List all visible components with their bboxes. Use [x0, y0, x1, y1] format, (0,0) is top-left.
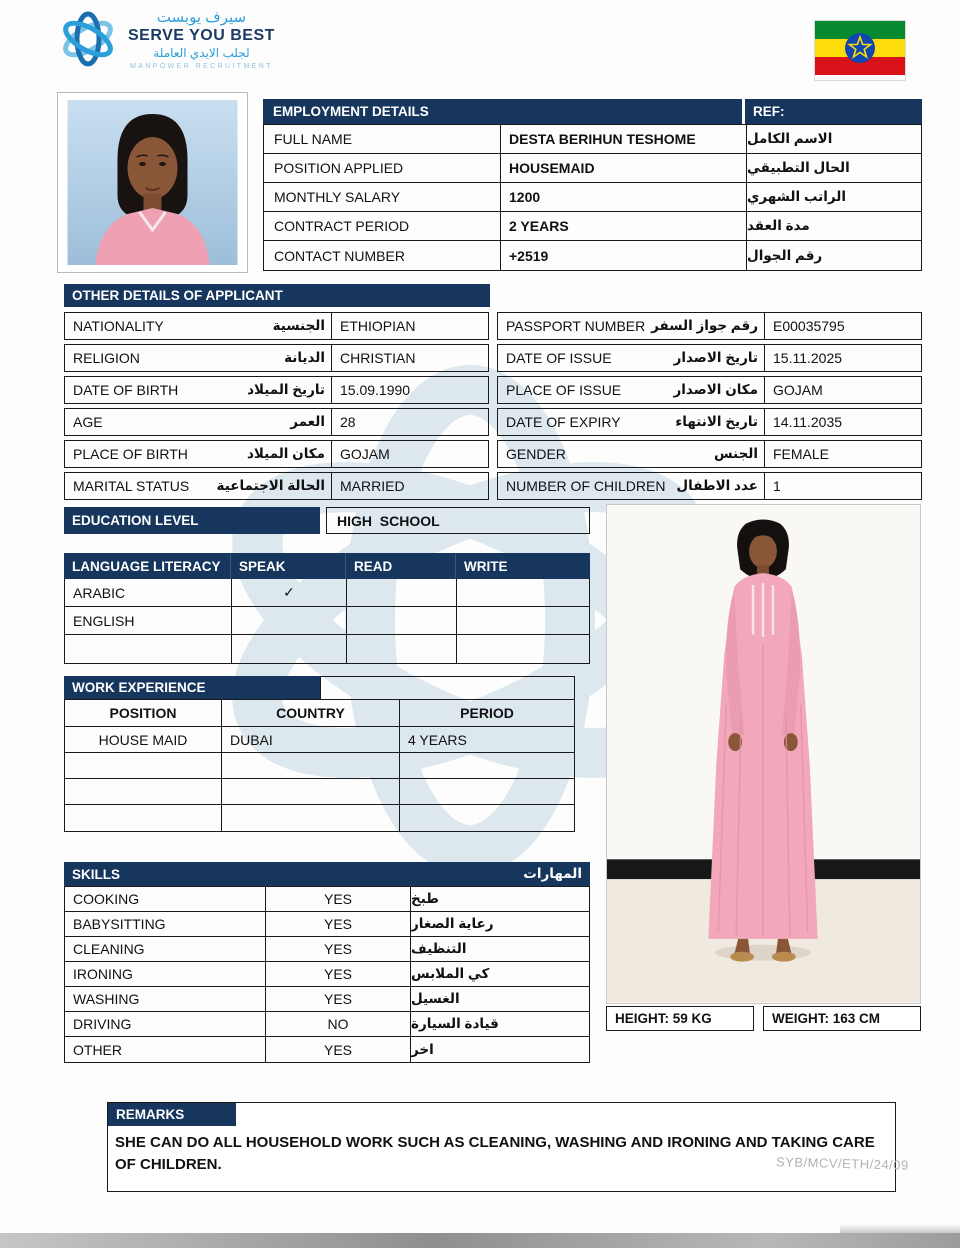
field-label-arabic: مكان الميلاد	[247, 446, 325, 461]
skills-table-header	[64, 862, 590, 886]
body-stats-row	[606, 1006, 921, 1031]
detail-row-number-of-children	[497, 472, 922, 500]
skills-table	[64, 862, 590, 1063]
field-value: 28	[332, 408, 489, 436]
work-row-empty	[65, 753, 574, 779]
skill-row-ironing	[65, 962, 589, 987]
skill-row-babysitting	[65, 912, 589, 937]
period-cell	[400, 753, 574, 778]
remarks-text: SHE CAN DO ALL HOUSEHOLD WORK SUCH AS CLEANING, WASHING AND IRONING AND TAKING CARE OF CHILDREN.	[115, 1134, 875, 1173]
ethiopia-flag-icon	[814, 20, 906, 81]
skill-label: OTHER	[65, 1037, 266, 1062]
column-header-speak: SPEAK	[231, 553, 346, 579]
field-label-arabic: رقم جواز السفر	[651, 318, 758, 333]
brand-tagline: MANPOWER RECRUITMENT	[130, 63, 273, 70]
work-title-extension	[320, 676, 575, 699]
weight-value: WEIGHT: 163 CM	[763, 1006, 921, 1031]
field-label: PLACE OF BIRTH	[73, 446, 188, 462]
column-header-write: WRITE	[464, 558, 508, 574]
detail-row-age	[64, 408, 489, 436]
brand-arabic-tagline: لجلب الايدي العاملة	[153, 46, 250, 60]
field-label-arabic: العمر	[290, 414, 325, 429]
skill-label-arabic: اخر	[411, 1041, 434, 1057]
field-label-arabic: تاريخ الانتهاء	[675, 414, 758, 429]
language-name: ARABIC	[65, 579, 232, 606]
field-value: CHRISTIAN	[332, 344, 489, 372]
other-details-left-column	[64, 312, 489, 504]
position-cell	[65, 753, 222, 778]
language-name: ENGLISH	[65, 607, 232, 634]
write-cell	[457, 579, 589, 606]
column-header-language: LANGUAGE LITERACY	[64, 553, 231, 579]
skills-title-arabic: المهارات	[523, 866, 582, 881]
detail-row-nationality	[64, 312, 489, 340]
skill-value: YES	[266, 937, 411, 961]
field-value: FEMALE	[765, 440, 922, 468]
field-label: NUMBER OF CHILDREN	[506, 478, 666, 494]
detail-row-date-of-issue	[497, 344, 922, 372]
speak-checkmark: ✓	[232, 579, 347, 606]
field-value: 15.09.1990	[332, 376, 489, 404]
field-label-arabic: رقم الجوال	[747, 247, 823, 263]
detail-row-date-of-expiry	[497, 408, 922, 436]
skill-label-arabic: قيادة السيارة	[411, 1016, 499, 1031]
company-logo	[58, 8, 275, 70]
height-value: HEIGHT: 59 KG	[606, 1006, 754, 1031]
field-label: DATE OF ISSUE	[506, 350, 612, 366]
column-header-period: PERIOD	[460, 705, 514, 721]
skill-value: YES	[266, 962, 411, 986]
field-value: GOJAM	[765, 376, 922, 404]
skill-value: YES	[266, 912, 411, 936]
skill-label: BABYSITTING	[65, 912, 266, 936]
write-cell	[457, 635, 589, 663]
skill-label: WASHING	[65, 987, 266, 1011]
detail-row-place-of-issue	[497, 376, 922, 404]
employment-row-full-name	[264, 125, 921, 154]
work-experience-title: WORK EXPERIENCE	[64, 676, 320, 699]
skill-label: CLEANING	[65, 937, 266, 961]
field-label-arabic: الحالة الاجتماعية	[216, 478, 325, 493]
field-value: ETHIOPIAN	[332, 312, 489, 340]
skill-row-driving	[65, 1012, 589, 1037]
education-level-row	[64, 507, 590, 534]
language-name	[65, 635, 232, 663]
period-cell: 4 YEARS	[408, 731, 467, 748]
detail-row-passport-number	[497, 312, 922, 340]
write-cell	[457, 607, 589, 634]
employment-details-title: EMPLOYMENT DETAILS	[263, 99, 742, 124]
work-table-header	[65, 700, 574, 727]
period-cell	[400, 779, 574, 804]
document-code: SYB/MCV/ETH/24/09	[775, 1154, 909, 1173]
country-cell: DUBAI	[222, 727, 400, 752]
language-row-english	[65, 607, 589, 635]
skill-label: DRIVING	[65, 1012, 266, 1036]
field-label-arabic: تاريخ الميلاد	[247, 382, 325, 397]
full-body-photo	[607, 505, 920, 1003]
field-value: GOJAM	[332, 440, 489, 468]
field-label-arabic: عدد الاطفال	[676, 478, 758, 493]
field-label-arabic: الحال التطبيقي	[747, 160, 850, 175]
field-value: +2519	[501, 241, 747, 270]
skill-label-arabic: رعاية الصغار	[411, 916, 494, 931]
field-value: 1	[765, 472, 922, 500]
education-level-value: HIGH SCHOOL	[326, 507, 590, 534]
read-cell	[347, 635, 457, 663]
field-value: HOUSEMAID	[501, 154, 747, 182]
work-row-empty	[65, 805, 574, 831]
field-label-arabic: مكان الاصدار	[673, 382, 758, 397]
employment-row-position	[264, 154, 921, 183]
field-label-arabic: مدة العقد	[747, 218, 810, 233]
other-details-right-column	[497, 312, 922, 504]
work-row-empty	[65, 779, 574, 805]
skill-label-arabic: طبخ	[411, 891, 439, 906]
remarks-title: REMARKS	[108, 1103, 236, 1126]
work-experience-table	[64, 676, 575, 832]
field-label: NATIONALITY	[73, 318, 164, 334]
field-label-arabic: الجنسية	[272, 318, 325, 333]
language-row-empty	[65, 635, 589, 663]
skill-value: YES	[266, 887, 411, 911]
field-label: GENDER	[506, 446, 566, 462]
detail-row-religion	[64, 344, 489, 372]
skill-label-arabic: الغسيل	[411, 991, 460, 1006]
detail-row-gender	[497, 440, 922, 468]
employment-row-salary	[264, 183, 921, 212]
speak-cell	[232, 635, 347, 663]
field-label: DATE OF EXPIRY	[506, 414, 621, 430]
field-value: E00035795	[765, 312, 922, 340]
employment-row-contact	[264, 241, 921, 270]
skill-value: YES	[266, 987, 411, 1011]
skill-row-cooking	[65, 887, 589, 912]
position-cell	[65, 779, 222, 804]
field-label-arabic: الديانة	[284, 350, 325, 365]
read-cell	[347, 607, 457, 634]
skills-title: SKILLS	[72, 866, 121, 882]
field-label: CONTRACT PERIOD	[264, 212, 501, 240]
detail-row-place-of-birth	[64, 440, 489, 468]
language-table-header	[64, 553, 590, 579]
detail-row-marital-status	[64, 472, 489, 500]
employment-row-contract	[264, 212, 921, 241]
language-row-arabic	[65, 579, 589, 607]
field-value: 15.11.2025	[765, 344, 922, 372]
country-cell	[222, 779, 400, 804]
skill-value: YES	[266, 1037, 411, 1062]
applicant-id-photo	[57, 92, 248, 273]
skill-label-arabic: كي الملابس	[411, 966, 490, 981]
field-label-arabic: تاريخ الاصدار	[673, 350, 758, 365]
field-label: POSITION APPLIED	[264, 154, 501, 182]
field-label-arabic: الاسم الكامل	[747, 131, 833, 146]
field-label: FULL NAME	[264, 125, 501, 153]
country-cell	[222, 753, 400, 778]
scan-edge	[0, 1233, 960, 1248]
field-value: MARRIED	[332, 472, 489, 500]
field-label-arabic: الجنس	[713, 446, 758, 461]
column-header-country: COUNTRY	[222, 700, 400, 726]
period-cell	[400, 805, 574, 831]
column-header-position: POSITION	[65, 700, 222, 726]
globe-logo-icon	[58, 9, 118, 69]
field-label: AGE	[73, 414, 103, 430]
skill-label-arabic: التنظيف	[411, 941, 467, 956]
field-label: PASSPORT NUMBER	[506, 318, 646, 334]
field-label-arabic: الراتب الشهري	[747, 189, 846, 204]
applicant-full-body-photo	[606, 504, 921, 1004]
ref-label: REF:	[745, 99, 922, 124]
field-value: 2 YEARS	[501, 212, 747, 240]
education-level-label: EDUCATION LEVEL	[64, 507, 320, 534]
skill-value: NO	[266, 1012, 411, 1036]
language-literacy-table	[64, 553, 590, 664]
field-value: DESTA BERIHUN TESHOME	[501, 125, 747, 153]
field-label: MARITAL STATUS	[73, 478, 190, 494]
skill-label: IRONING	[65, 962, 266, 986]
other-details-section	[64, 284, 922, 504]
skill-label: COOKING	[65, 887, 266, 911]
work-row	[65, 727, 574, 753]
remarks-section	[107, 1102, 896, 1192]
brand-name: SERVE YOU BEST	[128, 27, 275, 44]
field-label: MONTHLY SALARY	[264, 183, 501, 211]
field-value: 14.11.2035	[765, 408, 922, 436]
brand-arabic-name: سيرف يوبست	[156, 9, 247, 26]
position-cell: HOUSE MAID	[65, 727, 222, 752]
field-label: DATE OF BIRTH	[73, 382, 179, 398]
portrait-photo	[65, 100, 240, 265]
position-cell	[65, 805, 222, 831]
field-label: CONTACT NUMBER	[264, 241, 501, 270]
read-cell	[347, 579, 457, 606]
skill-row-other	[65, 1037, 589, 1062]
skill-row-washing	[65, 987, 589, 1012]
column-header-read: READ	[346, 553, 456, 579]
speak-cell	[232, 607, 347, 634]
employment-details-table	[263, 99, 922, 271]
country-cell	[222, 805, 400, 831]
field-label: RELIGION	[73, 350, 140, 366]
field-label: PLACE OF ISSUE	[506, 382, 622, 398]
skill-row-cleaning	[65, 937, 589, 962]
field-value: 1200	[501, 183, 747, 211]
other-details-title: OTHER DETAILS OF APPLICANT	[64, 284, 490, 307]
detail-row-date-of-birth	[64, 376, 489, 404]
